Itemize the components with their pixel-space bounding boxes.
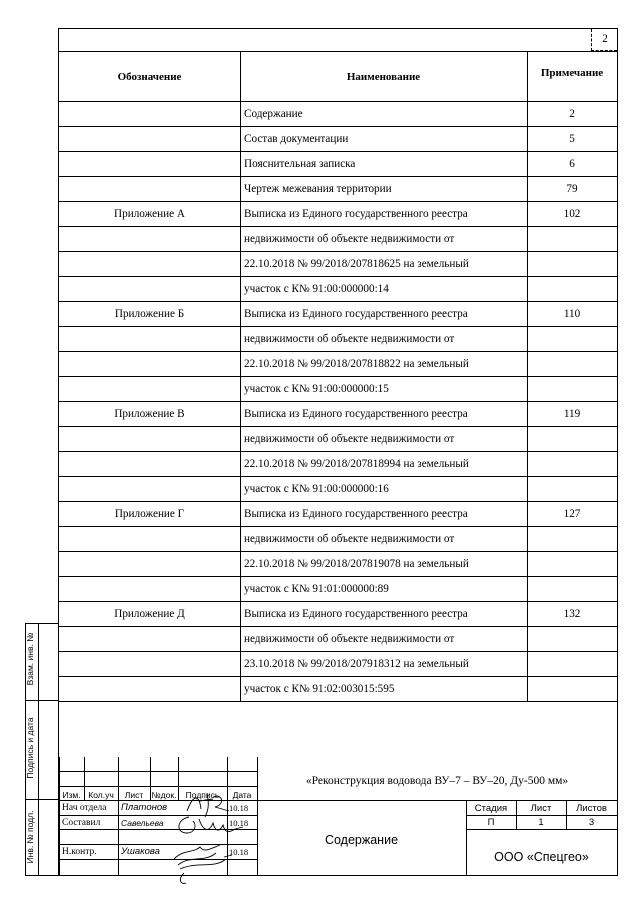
row-name: Пояснительная записка xyxy=(244,158,356,170)
table-row xyxy=(59,426,617,451)
organization: ООО «Спецгео» xyxy=(494,850,589,864)
stamp-col-izm: Изм. xyxy=(62,790,81,800)
row-note: 2 xyxy=(569,108,575,120)
stamp-col-koluch: Кол.уч xyxy=(88,790,114,800)
row-note: 132 xyxy=(563,608,581,620)
row-name: недвижимости об объекте недвижимости от xyxy=(244,633,455,645)
stamp-name-4: Ушакова xyxy=(121,846,160,857)
table-row xyxy=(59,676,617,701)
header-note: Примечание xyxy=(540,67,604,79)
signature-ushakova xyxy=(164,839,244,889)
row-name: недвижимости об объекте недвижимости от xyxy=(244,333,455,345)
row-name: участок с К№ 91:00:000000:14 xyxy=(244,283,389,295)
row-name: участок с К№ 91:01:000000:89 xyxy=(244,583,389,595)
stamp-date-4: 10.18 xyxy=(229,847,249,857)
table-row xyxy=(59,226,617,251)
row-name: недвижимости об объекте недвижимости от xyxy=(244,533,455,545)
row-note: 6 xyxy=(569,158,575,170)
table-row xyxy=(59,101,617,126)
sheet-title: Содержание xyxy=(324,833,399,847)
stamp-col-data: Дата xyxy=(232,790,252,800)
row-name: 22.10.2018 № 99/2018/207819078 на земельный xyxy=(244,558,469,570)
row-name: Выписка из Единого государственного реестра xyxy=(244,308,468,320)
row-designation: Приложение А xyxy=(114,208,185,220)
row-name: 23.10.2018 № 99/2018/207918312 на земельный xyxy=(244,658,469,670)
side-label-vzam-inv: Взам. инв. № xyxy=(25,632,35,686)
table-row xyxy=(59,326,617,351)
table-row xyxy=(59,526,617,551)
row-name: Чертеж межевания территории xyxy=(244,183,392,195)
stamp-name-1: Платонов xyxy=(121,802,168,813)
table-row xyxy=(59,651,617,676)
row-name: Состав документации xyxy=(244,133,349,145)
table-row xyxy=(59,601,617,626)
table-row xyxy=(59,501,617,526)
stamp-date-2: 10.18 xyxy=(229,818,249,828)
page-number: 2 xyxy=(602,33,608,45)
row-name: недвижимости об объекте недвижимости от xyxy=(244,233,455,245)
row-name: Выписка из Единого государственного реестра xyxy=(244,508,468,520)
table-row xyxy=(59,176,617,201)
table-row xyxy=(59,551,617,576)
sheets-label: Листов xyxy=(576,803,607,814)
table-row xyxy=(59,451,617,476)
table-row xyxy=(59,126,617,151)
row-designation: Приложение Б xyxy=(114,308,185,320)
row-name: Выписка из Единого государственного реестра xyxy=(244,408,468,420)
table-row xyxy=(59,626,617,651)
stamp-col-ndok: №док. xyxy=(151,790,177,800)
side-label-inv-podl: Инв. № подл. xyxy=(25,810,35,864)
table-row xyxy=(59,276,617,301)
row-name: участок с К№ 91:00:000000:15 xyxy=(244,383,389,395)
row-name: 22.10.2018 № 99/2018/207818625 на земельный xyxy=(244,258,469,270)
stamp-date-1: 10.18 xyxy=(229,803,249,813)
stamp-name-2: Савельева xyxy=(121,818,164,828)
stamp-col-list: Лист xyxy=(124,790,144,800)
table-row xyxy=(59,151,617,176)
table-row xyxy=(59,301,617,326)
row-designation: Приложение Г xyxy=(114,508,185,520)
table-row xyxy=(59,351,617,376)
stage-value: П xyxy=(487,817,495,828)
drawing-frame xyxy=(58,28,618,876)
row-designation: Приложение Д xyxy=(114,608,185,620)
row-name: участок с К№ 91:00:000000:16 xyxy=(244,483,389,495)
header-name: Наименование xyxy=(346,71,421,83)
stamp-role-1: Нач отдела xyxy=(62,803,107,813)
sheet-value: 1 xyxy=(538,817,544,828)
row-name: 22.10.2018 № 99/2018/207818822 на земельный xyxy=(244,358,469,370)
table-row xyxy=(59,476,617,501)
row-note: 119 xyxy=(563,408,581,420)
row-note: 79 xyxy=(566,183,578,195)
stamp-col-podpis: Подпись xyxy=(185,790,220,800)
stage-label: Стадия xyxy=(474,803,508,814)
row-name: 22.10.2018 № 99/2018/207818994 на земельный xyxy=(244,458,469,470)
sheet-label: Лист xyxy=(530,803,552,814)
row-name: Выписка из Единого государственного реестра xyxy=(244,208,468,220)
row-designation: Приложение В xyxy=(114,408,185,420)
sheets-value: 3 xyxy=(588,817,595,828)
row-note: 5 xyxy=(569,133,575,145)
table-row xyxy=(59,376,617,401)
row-name: Содержание xyxy=(244,108,303,120)
signature-saveleva xyxy=(169,811,249,841)
row-name: Выписка из Единого государственного реестра xyxy=(244,608,468,620)
row-name: недвижимости об объекте недвижимости от xyxy=(244,433,455,445)
header-designation: Обозначение xyxy=(117,71,182,83)
stamp-role-4: Н.контр. xyxy=(62,847,97,857)
project-title: «Реконструкция водовода ВУ–7 – ВУ–20, Ду-500 мм» xyxy=(305,775,569,787)
table-row xyxy=(59,201,617,226)
row-note: 102 xyxy=(563,208,581,220)
row-note: 110 xyxy=(563,308,581,320)
table-row xyxy=(59,251,617,276)
table-row xyxy=(59,576,617,601)
row-name: участок с К№ 91:02:003015:595 xyxy=(244,683,395,695)
table-row xyxy=(59,401,617,426)
side-label-podpis-data: Подпись и дата xyxy=(25,717,35,779)
row-note: 127 xyxy=(563,508,581,520)
stamp-role-2: Составил xyxy=(62,818,101,828)
